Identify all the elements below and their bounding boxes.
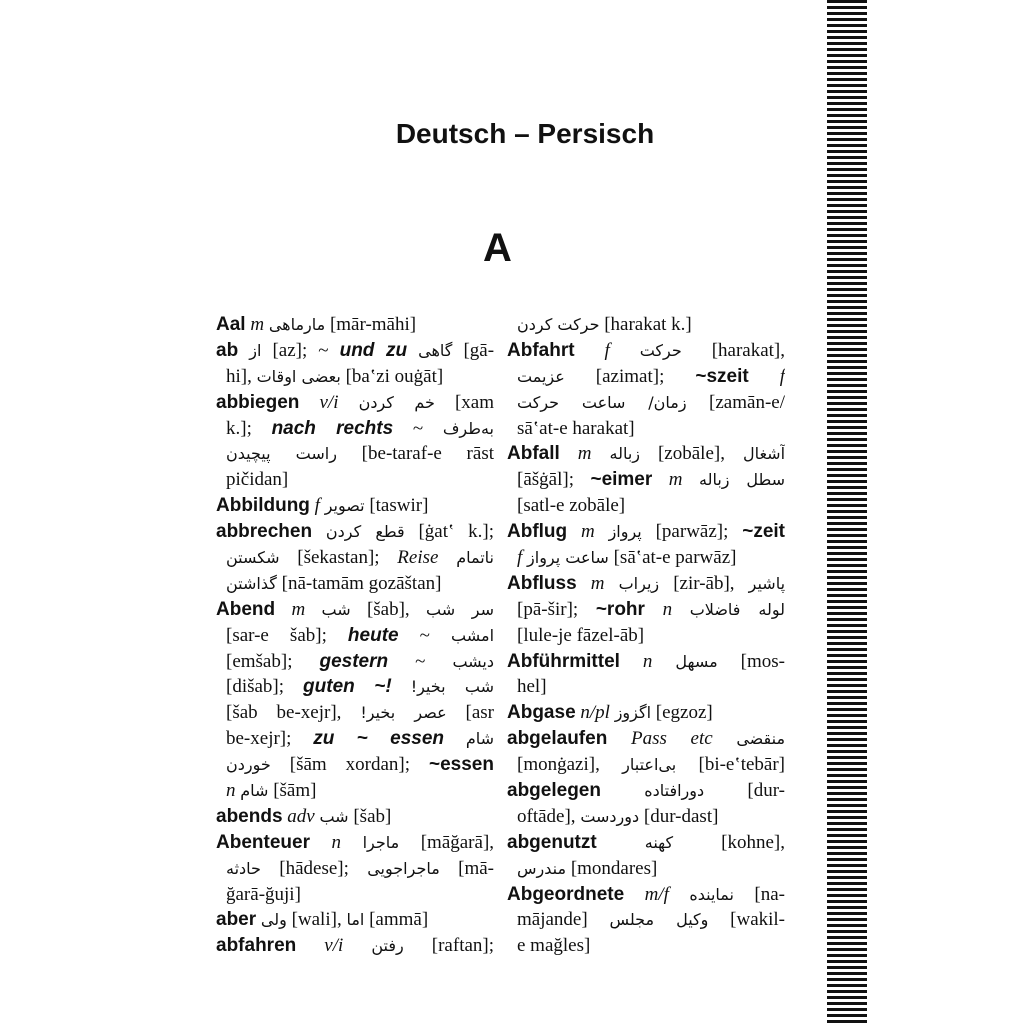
persian-text: به‌طرف (442, 418, 494, 438)
text (575, 340, 605, 361)
text (312, 521, 326, 542)
persian-text: ولی (260, 910, 287, 930)
grammar-label: n/pl (580, 702, 610, 724)
persian-text: ناتمام (456, 548, 494, 568)
entry-line (507, 597, 785, 623)
text (624, 884, 644, 905)
grammar-label: m/f (644, 883, 669, 905)
text: [emšab]; (226, 650, 320, 672)
entry-line (216, 364, 494, 390)
entry-line (216, 933, 494, 959)
headword: abgelaufen (507, 728, 608, 750)
entry-line (216, 726, 494, 752)
grammar-label: f (779, 365, 785, 387)
entry-line (216, 830, 494, 856)
persian-text: منقضی (736, 729, 785, 749)
persian-text: زمان/ ساعت حرکت (517, 392, 687, 412)
headword: Abend (216, 598, 276, 620)
grammar-label: n (331, 831, 342, 853)
entry-line (507, 493, 785, 519)
grammar-label: m (581, 521, 595, 543)
text (567, 521, 581, 542)
text: [monġazi], (517, 754, 623, 776)
entry-line (507, 700, 785, 726)
thumb-index-tab (827, 0, 867, 1024)
persian-text: اما (346, 910, 365, 930)
entry-line (216, 416, 494, 442)
persian-text: گذاشتن (226, 573, 277, 593)
persian-text: نماینده (689, 884, 734, 904)
text (299, 392, 319, 413)
text: [nā-tamām gozāštan] (276, 572, 442, 594)
persian-text: ماجرا (362, 832, 400, 852)
entry-line (507, 933, 785, 959)
persian-text: شام (240, 781, 269, 801)
persian-text: ساعت پرواز (527, 548, 609, 568)
headword: Abbildung (216, 495, 310, 517)
headword: abfahren (216, 935, 297, 957)
text (238, 340, 249, 361)
text: hel] (517, 676, 547, 698)
text: [wakil- (708, 909, 785, 931)
text (339, 392, 359, 413)
headword: ~essen (429, 754, 494, 776)
persian-text: شام (465, 729, 494, 749)
entry-line (507, 674, 785, 700)
text (275, 599, 291, 620)
entry-line (507, 467, 785, 493)
text (392, 676, 411, 697)
entry-line (507, 416, 785, 442)
grammar-label: m (291, 598, 306, 620)
persian-text: بعضی اوقات (256, 366, 341, 386)
entry-line (507, 390, 785, 416)
grammar-label: n (226, 780, 236, 802)
headword: abbiegen (216, 391, 300, 413)
entry-line (507, 752, 785, 778)
text: [parwāz]; (641, 521, 743, 543)
persian-text: خوردن (226, 755, 271, 775)
entry-line (216, 700, 494, 726)
text: ğarā-ğuji] (226, 883, 301, 905)
entry-line (507, 778, 785, 804)
text: [sar-e šab]; (226, 624, 348, 646)
persian-text: شب (321, 599, 351, 619)
text (592, 443, 610, 464)
persian-text: آشغال (742, 444, 785, 464)
text: [zir-āb], (659, 572, 749, 594)
persian-text: شب بخیر! (410, 677, 494, 697)
entry-line (507, 726, 785, 752)
text: [ammā] (364, 909, 429, 931)
entry-line (216, 467, 494, 493)
entry-line (216, 338, 494, 364)
grammar-label: m (668, 469, 683, 491)
text: [be-taraf-e rāst (336, 443, 494, 465)
phrase: nach rechts (271, 417, 394, 439)
headword: aber (216, 909, 257, 931)
text (669, 884, 689, 905)
text (652, 469, 669, 490)
text: [sā‛at-e parwāz] (608, 547, 737, 569)
persian-text: عصر بخیر! (360, 703, 447, 723)
text: [mos- (717, 650, 785, 672)
text (610, 340, 640, 361)
grammar-label: adv (287, 805, 315, 827)
phrase: guten ~! (303, 676, 392, 698)
entry-line (507, 441, 785, 467)
headword: abgelegen (507, 780, 601, 802)
entry-line (507, 519, 785, 545)
text: hi], (226, 365, 257, 387)
entry-line (216, 856, 494, 882)
text (305, 599, 321, 620)
text: [harakat k.] (599, 314, 692, 335)
text (343, 935, 371, 956)
persian-text: مندرس (517, 858, 567, 878)
headword: abends (216, 805, 283, 827)
grammar-label: v/i (324, 935, 344, 957)
headword: Abgase (507, 702, 576, 724)
text (407, 340, 418, 361)
dictionary-column-right (507, 312, 785, 959)
persian-text: پاشیر (748, 573, 785, 593)
text: [ġat‛ k.]; (404, 521, 494, 543)
grammar-label: n (642, 650, 653, 672)
entry-line (216, 752, 494, 778)
persian-text: گاهی (418, 340, 453, 360)
persian-text: مسهل (675, 651, 718, 671)
entry-line (216, 674, 494, 700)
text (652, 651, 675, 672)
entry-line (507, 338, 785, 364)
entry-line (507, 882, 785, 908)
headword: Abführmittel (507, 650, 620, 672)
text: [gā- (452, 339, 494, 361)
section-letter: A (483, 226, 512, 270)
text: [na- (733, 883, 785, 905)
entry-line (216, 597, 494, 623)
entry-line (216, 907, 494, 933)
text (577, 573, 591, 594)
section-title: Deutsch – Persisch (395, 118, 655, 149)
text: [egzoz] (651, 702, 713, 724)
grammar-label: m (250, 314, 265, 335)
persian-text: پرواز (608, 522, 642, 542)
text: [šab] (348, 805, 392, 827)
text: [šab be-xejr], (226, 702, 361, 724)
entry-line (216, 390, 494, 416)
persian-text: بی‌اعتبار (622, 755, 677, 775)
text (597, 832, 645, 853)
persian-text: ماجراجویی (367, 858, 440, 878)
entry-line (216, 623, 494, 649)
entry-line (507, 830, 785, 856)
entry-line (216, 545, 494, 571)
entry-line (507, 907, 785, 933)
text: [asr (446, 702, 494, 724)
text (607, 728, 631, 749)
text: [xam (434, 391, 494, 413)
headword: abgenutzt (507, 831, 597, 853)
headword: ~szeit (695, 365, 749, 387)
text: [azimat]; (564, 365, 696, 387)
text: [zobāle], (640, 443, 743, 465)
dictionary-column-left (216, 312, 494, 959)
grammar-label: m (590, 572, 605, 594)
text (595, 521, 609, 542)
headword: Abgeordnete (507, 883, 625, 905)
text: [wali], (286, 909, 347, 931)
text: [mondares] (566, 857, 658, 879)
text (683, 469, 700, 490)
headword: ~eimer (590, 469, 653, 491)
persian-text: دوردست (580, 806, 640, 826)
grammar-label: Reise (397, 547, 439, 569)
text (713, 728, 737, 749)
text: [az]; ~ (261, 339, 340, 361)
persian-text: راست پیچیدن (226, 444, 337, 464)
persian-text: کهنه (644, 832, 674, 852)
text (605, 573, 619, 594)
text: [šām] (268, 780, 317, 802)
persian-text: دورافتاده (644, 781, 705, 801)
text: ~ (393, 417, 443, 439)
grammar-label: f (314, 495, 320, 517)
persian-text: شکستن (226, 548, 280, 568)
text (341, 832, 363, 853)
headword: ab (216, 339, 239, 361)
text: [šab], (350, 598, 427, 620)
headword: Abfluss (507, 572, 577, 594)
headword: abbrechen (216, 521, 313, 543)
text: [zamān-e/ (686, 391, 785, 413)
entry-line (507, 649, 785, 675)
text (560, 443, 578, 464)
persian-text: امشب (451, 625, 494, 645)
text (645, 599, 663, 620)
entry-line (216, 882, 494, 908)
text: [māğarā], (399, 831, 494, 853)
text: mājande] (517, 909, 610, 931)
text (672, 599, 690, 620)
text: [taswir] (364, 495, 429, 517)
persian-text: لوله فاضلاب (689, 599, 785, 619)
entry-line (216, 441, 494, 467)
text: [mā- (439, 857, 494, 879)
headword: Abenteuer (216, 831, 310, 853)
entry-line (507, 571, 785, 597)
grammar-label: m (577, 443, 592, 465)
headword: ~rohr (595, 598, 645, 620)
persian-text: خم کردن (358, 392, 435, 412)
persian-text: زباله (609, 444, 640, 464)
phrase: zu ~ essen (313, 728, 444, 750)
entry-line (507, 804, 785, 830)
text (601, 780, 644, 801)
text: e mağles] (517, 935, 591, 957)
phrase: und zu (339, 339, 408, 361)
persian-text: رفتن (371, 936, 404, 956)
headword: Abfahrt (507, 339, 575, 361)
text: [lule-je fāzel-āb] (517, 624, 645, 646)
persian-text: دیشب (452, 651, 494, 671)
headword: ~zeit (742, 521, 785, 543)
text: [satl-e zobāle] (517, 495, 626, 517)
persian-text: زیراب (618, 573, 660, 593)
phrase: heute (347, 624, 399, 646)
persian-text: مارماهی (268, 315, 326, 334)
text: sā‛at-e harakat] (517, 417, 635, 439)
persian-text: شب (319, 806, 349, 826)
entry-line (216, 571, 494, 597)
persian-text: حادثه (226, 858, 261, 878)
text: [dur- (704, 780, 785, 802)
persian-text: حرکت (639, 340, 682, 360)
text (310, 832, 332, 853)
persian-text: عزیمت (517, 366, 565, 386)
text: [mār-māhi] (325, 314, 417, 335)
text: [harakat], (681, 339, 785, 361)
persian-text: تصویر (324, 496, 365, 516)
text: [āšġāl]; (517, 469, 591, 491)
phrase: gestern (319, 650, 389, 672)
text: ~ (388, 650, 453, 672)
grammar-label: f (604, 339, 610, 361)
entry-line (507, 623, 785, 649)
entry-line (507, 364, 785, 390)
text: [bi-e‛tebār] (676, 754, 785, 776)
text: [kohne], (673, 831, 785, 853)
text: oftāde], (517, 805, 581, 827)
text (296, 935, 324, 956)
text (438, 547, 456, 568)
text (749, 366, 780, 387)
text: [šām xordan]; (270, 754, 430, 776)
persian-text: قطع کردن (325, 522, 405, 542)
entry-line (216, 804, 494, 830)
grammar-label: Pass etc (630, 728, 713, 750)
entry-line (216, 649, 494, 675)
persian-text: وکیل مجلس (609, 910, 709, 930)
persian-text: سر شب (426, 599, 494, 619)
text: [dur-dast] (639, 805, 719, 827)
entry-line (216, 519, 494, 545)
persian-text: حرکت کردن (517, 315, 600, 334)
entry-line (216, 312, 494, 338)
entry-line (507, 312, 785, 338)
text: ~ (398, 624, 452, 646)
text: be-xejr]; (226, 728, 314, 750)
text (620, 651, 643, 672)
text (444, 728, 466, 749)
text: k.]; (226, 417, 272, 439)
persian-text: اگزوز (614, 703, 652, 723)
headword: Abflug (507, 521, 568, 543)
text: [pā-šir]; (517, 598, 596, 620)
text: [ba‛zi ouġāt] (340, 365, 444, 387)
text: [dišab]; (226, 676, 304, 698)
text: [šekastan]; (279, 547, 398, 569)
headword: Aal (216, 314, 246, 335)
entry-line (216, 493, 494, 519)
text: [hādese]; (260, 857, 368, 879)
grammar-label: f (517, 547, 523, 569)
text: [raftan]; (403, 935, 494, 957)
grammar-label: n (662, 598, 673, 620)
persian-text: سطل زباله (699, 470, 785, 490)
text: pičidan] (226, 469, 289, 491)
grammar-label: v/i (319, 391, 339, 413)
persian-text: از (249, 340, 262, 360)
headword: Abfall (507, 443, 560, 465)
entry-line (216, 778, 494, 804)
entry-line (507, 856, 785, 882)
entry-line (507, 545, 785, 571)
